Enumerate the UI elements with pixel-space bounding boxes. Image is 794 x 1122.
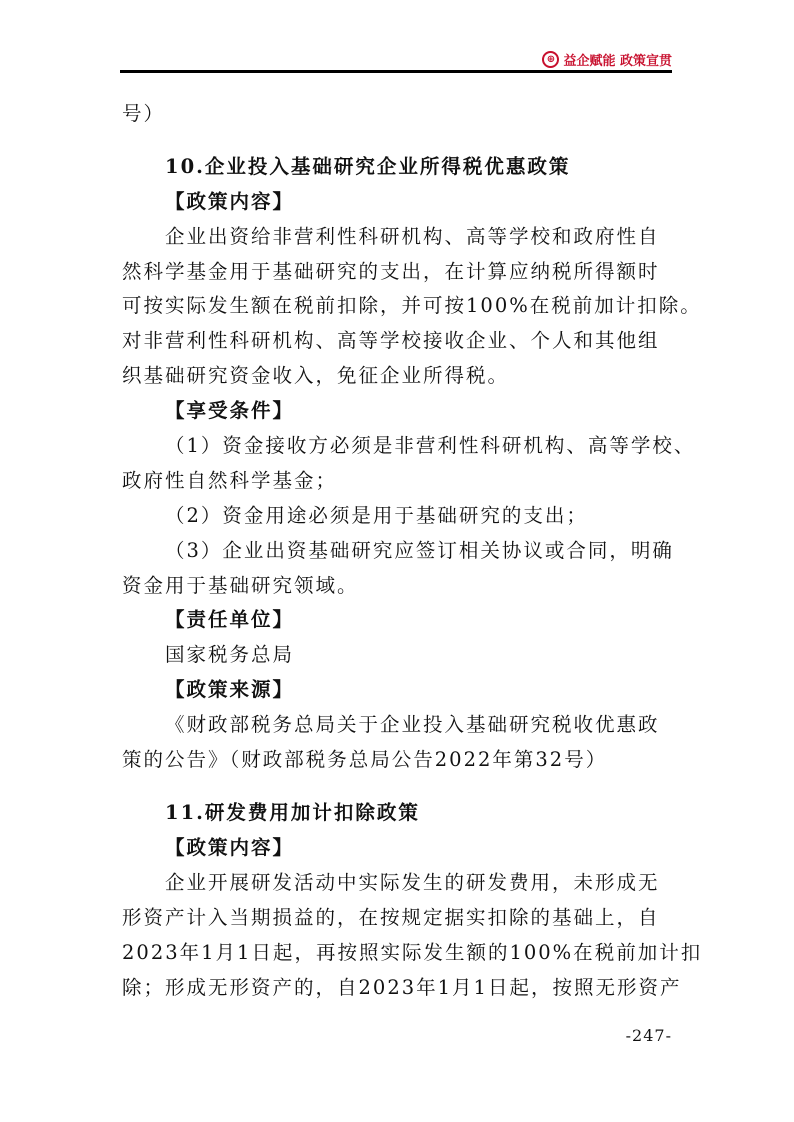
body-text-line: 资金用于基础研究领域。 — [122, 574, 359, 597]
body-text-line: 可按实际发生额在税前扣除，并可按100%在税前加计扣除。 — [122, 294, 702, 317]
header-divider — [120, 70, 672, 73]
logo-icon: ⊕ — [542, 51, 559, 68]
section-heading: 10.企业投入基础研究企业所得税优惠政策 — [165, 155, 571, 178]
body-text-line: 企业开展研发活动中实际发生的研发费用，未形成无 — [165, 871, 660, 894]
header-logo — [542, 50, 672, 69]
body-text-line: （2）资金用途必须是用于基础研究的支出； — [165, 504, 588, 527]
body-text-line: 2023年1月1日起，再按照实际发生额的100%在税前加计扣 — [122, 941, 703, 964]
body-text-line: 织基础研究资金收入，免征企业所得税。 — [122, 364, 510, 387]
subsection-heading: 【政策来源】 — [165, 678, 295, 701]
body-text-line: 除；形成无形资产的，自2023年1月1日起，按照无形资产 — [122, 976, 682, 999]
body-text-line: 策的公告》（财政部税务总局公告2022年第32号） — [122, 748, 608, 771]
body-text-line: 《财政部税务总局关于企业投入基础研究税收优惠政 — [165, 713, 660, 736]
body-text-line: 号） — [122, 102, 166, 125]
body-text-line: （3）企业出资基础研究应签订相关协议或合同，明确 — [165, 539, 674, 562]
body-text-line: 企业出资给非营利性科研机构、高等学校和政府性自 — [165, 225, 660, 248]
subsection-heading: 【责任单位】 — [165, 608, 295, 631]
body-text-line: 形资产计入当期损益的，在按规定据实扣除的基础上，自 — [122, 906, 660, 929]
body-text-line: 政府性自然科学基金； — [122, 469, 338, 492]
body-text-line: 对非营利性科研机构、高等学校接收企业、个人和其他组 — [122, 329, 660, 352]
page-number: -247- — [625, 1026, 672, 1045]
subsection-heading: 【政策内容】 — [165, 836, 295, 859]
subsection-heading: 【政策内容】 — [165, 190, 295, 213]
body-text-line: （1）资金接收方必须是非营利性科研机构、高等学校、 — [165, 434, 696, 457]
body-text-line: 然科学基金用于基础研究的支出，在计算应纳税所得额时 — [122, 260, 660, 283]
section-heading: 11.研发费用加计扣除政策 — [165, 801, 420, 824]
logo-text: 益企赋能 政策宣贯 — [563, 54, 672, 69]
subsection-heading: 【享受条件】 — [165, 399, 295, 422]
body-text-line: 国家税务总局 — [165, 643, 295, 666]
